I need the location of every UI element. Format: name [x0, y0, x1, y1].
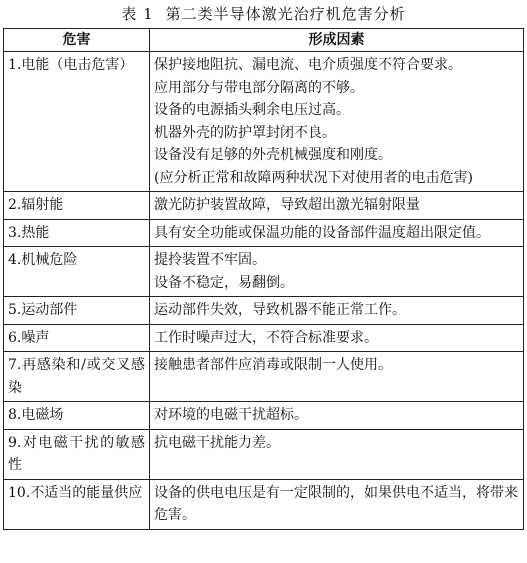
- cause-line: 运动部件失效，导致机器不能正常工作。: [154, 302, 406, 318]
- header-causes: 形成因素: [150, 29, 524, 52]
- cause-line: 保护接地阻抗、漏电流、电介质强度不符合要求。: [154, 57, 462, 73]
- cause-line: 抗电磁干扰能力差。: [154, 434, 280, 451]
- hazard-cell: 5.运动部件: [4, 297, 150, 325]
- cause-line: 对环境的电磁干扰超标。: [154, 407, 308, 423]
- table-row: [4, 402, 524, 430]
- cause-cell: [150, 219, 524, 247]
- cause-cell: [150, 479, 524, 529]
- table-row: [4, 479, 524, 529]
- hazard-cell: 2.辐射能: [4, 192, 150, 220]
- hazard-cell: 8.电磁场: [4, 402, 150, 430]
- cause-cell: [150, 192, 524, 220]
- hazard-cell: 4.机械危险: [4, 247, 150, 297]
- table-row: [4, 352, 524, 402]
- table-row: [4, 429, 524, 479]
- cause-line: 机器外壳的防护罩封闭不良。: [154, 124, 336, 141]
- hazard-cell: 3.热能: [4, 219, 150, 247]
- cause-line: 设备不稳定，易翻倒。: [154, 274, 294, 291]
- cause-line: 设备的供电电压是有一定限制的，如果供电不适当，将带来危害。: [154, 484, 518, 523]
- hazard-cell: 10.不适当的能量供应: [4, 479, 150, 529]
- table-caption: [3, 4, 524, 24]
- hazard-analysis-table: [3, 28, 524, 530]
- hazard-cell: 9.对电磁干扰的敏感性: [4, 429, 150, 479]
- table-number: 表 1: [121, 5, 154, 23]
- cause-line: 接触患者部件应消毒或限制一人使用。: [154, 357, 392, 373]
- cause-line: (应分析正常和故障两种状况下对使用者的电击危害): [154, 169, 473, 186]
- cause-cell: [150, 352, 524, 402]
- hazard-cell: 1.电能（电击危害）: [4, 52, 150, 192]
- cause-line: 激光防护装置故障，导致超出激光辐射限量: [154, 197, 420, 213]
- cause-line: 应用部分与带电部分隔离的不够。: [154, 79, 364, 96]
- cause-cell: [150, 324, 524, 352]
- table-row: [4, 52, 524, 192]
- hazard-cell: 6.噪声: [4, 324, 150, 352]
- cause-line: 提拎装置不牢固。: [154, 252, 266, 268]
- cause-line: 设备没有足够的外壳机械强度和刚度。: [154, 147, 392, 163]
- cause-cell: [150, 247, 524, 297]
- cause-cell: [150, 52, 524, 192]
- hazard-cell: 7.再感染和/或交叉感染: [4, 352, 150, 402]
- table-row: [4, 297, 524, 325]
- cause-cell: [150, 402, 524, 430]
- table-title: 第二类半导体激光治疗机危害分析: [165, 5, 406, 23]
- cause-cell: [150, 429, 524, 479]
- cause-cell: [150, 297, 524, 325]
- table-row: [4, 219, 524, 247]
- cause-line: 设备的电源插头剩余电压过高。: [154, 102, 350, 118]
- header-hazard: 危害: [4, 29, 150, 52]
- table-row: [4, 192, 524, 220]
- cause-line: 工作时噪声过大，不符合标准要求。: [154, 329, 378, 346]
- table-row: [4, 324, 524, 352]
- table-row: [4, 247, 524, 297]
- table-header-row: [4, 29, 524, 52]
- cause-line: 具有安全功能或保温功能的设备部件温度超出限定值。: [154, 224, 490, 241]
